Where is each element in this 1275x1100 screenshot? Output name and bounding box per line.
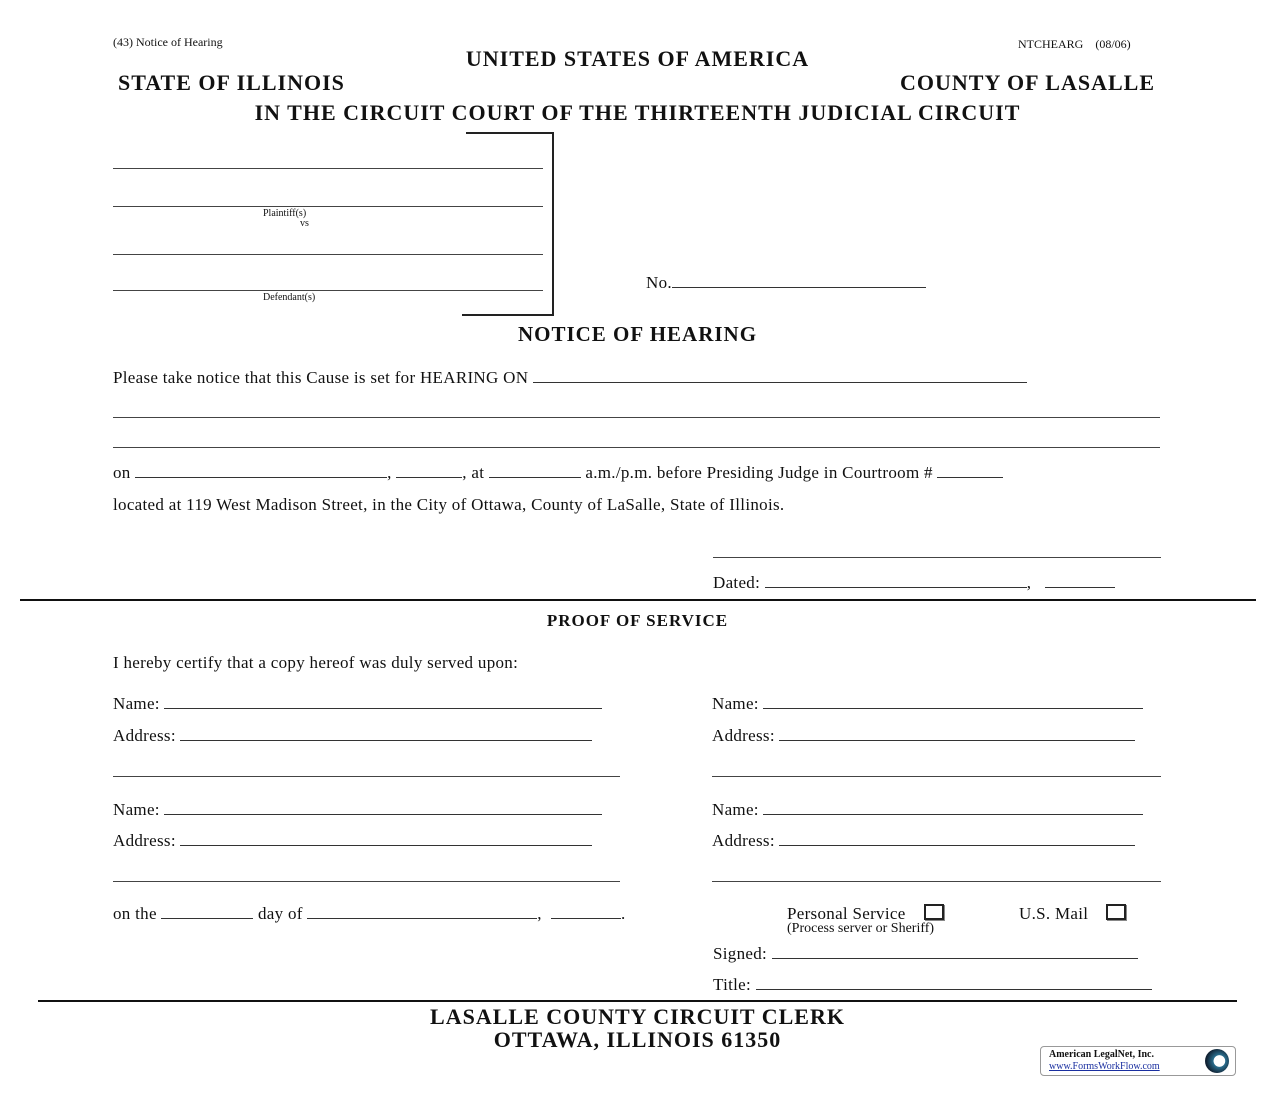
at-label: , at	[462, 463, 485, 482]
personal-service-label: Personal Service	[787, 904, 906, 923]
month-blank[interactable]	[307, 904, 537, 919]
notice-title: NOTICE OF HEARING	[517, 322, 758, 346]
american-legalnet-logo	[1040, 1046, 1236, 1076]
service-date-line: on the day of , .	[113, 904, 626, 923]
address-line-4b[interactable]	[712, 881, 1161, 882]
name-label: Name:	[113, 800, 160, 819]
globe-icon	[1205, 1049, 1229, 1073]
caption-bracket-bottom	[462, 314, 554, 316]
on-the-label: on the	[113, 904, 157, 923]
case-number-field[interactable]	[646, 273, 926, 293]
ampm-label: a.m./p.m. before Presiding Judge in Courtroom #	[585, 463, 933, 482]
location-text: located at 119 West Madison Street, in the City of Ottawa, County of LaSalle, State of Illinois.	[113, 495, 785, 514]
hearing-on-label: Please take notice that this Cause is set for HEARING ON	[113, 368, 529, 387]
certify-text: I hereby certify that a copy hereof was duly served upon:	[113, 653, 519, 672]
us-mail-checkbox[interactable]	[1106, 904, 1126, 920]
address-blank[interactable]	[180, 726, 592, 741]
process-server-note: (Process server or Sheriff)	[787, 921, 935, 936]
name-field-1	[113, 694, 602, 714]
versus-label: vs	[300, 218, 309, 229]
plaintiff-label: Plaintiff(s)	[263, 208, 307, 219]
address-blank[interactable]	[779, 831, 1135, 846]
title-label: Title:	[713, 975, 752, 994]
hearing-blank-line-2[interactable]	[113, 417, 1160, 418]
name-blank[interactable]	[164, 800, 602, 815]
hearing-year-blank[interactable]	[396, 463, 462, 478]
name-blank[interactable]	[164, 694, 602, 709]
footer-divider	[38, 1000, 1237, 1002]
address-label: Address:	[712, 726, 775, 745]
name-label: Name:	[113, 694, 160, 713]
country-heading: UNITED STATES OF AMERICA	[465, 46, 810, 71]
clerk-heading: LASALLE COUNTY CIRCUIT CLERK	[430, 1004, 845, 1029]
form-reference: (43) Notice of Hearing	[113, 35, 223, 49]
us-mail-option	[1019, 904, 1126, 924]
logo-company: American LegalNet, Inc.	[1049, 1049, 1154, 1060]
form-code: NTCHEARG (08/06)	[1018, 37, 1131, 51]
county-heading: COUNTY OF LASALLE	[900, 70, 1155, 95]
signed-field	[713, 944, 1138, 964]
hearing-date-blank[interactable]	[135, 463, 387, 478]
name-label: Name:	[712, 694, 759, 713]
signed-blank[interactable]	[772, 944, 1138, 959]
signature-line[interactable]	[713, 557, 1161, 558]
hearing-blank-line-3[interactable]	[113, 447, 1160, 448]
hearing-time-blank[interactable]	[489, 463, 581, 478]
comma: ,	[1026, 573, 1032, 592]
case-number-blank[interactable]	[672, 273, 926, 288]
dated-blank[interactable]	[765, 573, 1027, 588]
on-label: on	[113, 463, 131, 482]
day-blank[interactable]	[161, 904, 253, 919]
address-label: Address:	[113, 831, 176, 850]
title-blank[interactable]	[756, 975, 1152, 990]
state-heading: STATE OF ILLINOIS	[118, 70, 345, 95]
dated-year-blank[interactable]	[1045, 573, 1115, 588]
address-blank[interactable]	[180, 831, 592, 846]
defendant-label: Defendant(s)	[263, 292, 316, 303]
name-field-3	[113, 800, 602, 820]
logo-url[interactable]: www.FormsWorkFlow.com	[1049, 1061, 1160, 1072]
name-label: Name:	[712, 800, 759, 819]
address-field-1	[113, 726, 592, 746]
address-line-2b[interactable]	[712, 776, 1161, 777]
address-label: Address:	[113, 726, 176, 745]
title-field	[713, 975, 1152, 995]
address-label: Address:	[712, 831, 775, 850]
city-heading: OTTAWA, ILLINOIS 61350	[493, 1027, 782, 1052]
courtroom-blank[interactable]	[937, 463, 1003, 478]
year-blank[interactable]	[551, 904, 621, 919]
address-field-2	[712, 726, 1135, 746]
address-field-3	[113, 831, 592, 851]
name-field-4	[712, 800, 1143, 820]
court-heading: IN THE CIRCUIT COURT OF THE THIRTEENTH JUDICIAL CIRCUIT	[254, 100, 1021, 125]
name-blank[interactable]	[763, 694, 1143, 709]
proof-title: PROOF OF SERVICE	[546, 611, 729, 630]
address-blank[interactable]	[779, 726, 1135, 741]
us-mail-label: U.S. Mail	[1019, 904, 1089, 923]
caption-bracket	[466, 132, 554, 316]
comma: ,	[537, 904, 542, 923]
case-number-label: No.	[646, 273, 672, 292]
name-field-2	[712, 694, 1143, 714]
comma: ,	[387, 463, 392, 482]
section-divider	[20, 599, 1256, 601]
name-blank[interactable]	[763, 800, 1143, 815]
dated-label: Dated:	[713, 573, 761, 592]
hearing-on-blank[interactable]	[533, 368, 1027, 383]
address-line-1b[interactable]	[113, 776, 620, 777]
day-of-label: day of	[257, 904, 303, 923]
dated-line	[713, 573, 1115, 593]
address-field-4	[712, 831, 1135, 851]
personal-service-checkbox[interactable]	[924, 904, 944, 920]
signed-label: Signed:	[713, 944, 768, 963]
hearing-date-line	[113, 463, 1003, 483]
hearing-on-line	[113, 368, 1027, 388]
address-line-3b[interactable]	[113, 881, 620, 882]
